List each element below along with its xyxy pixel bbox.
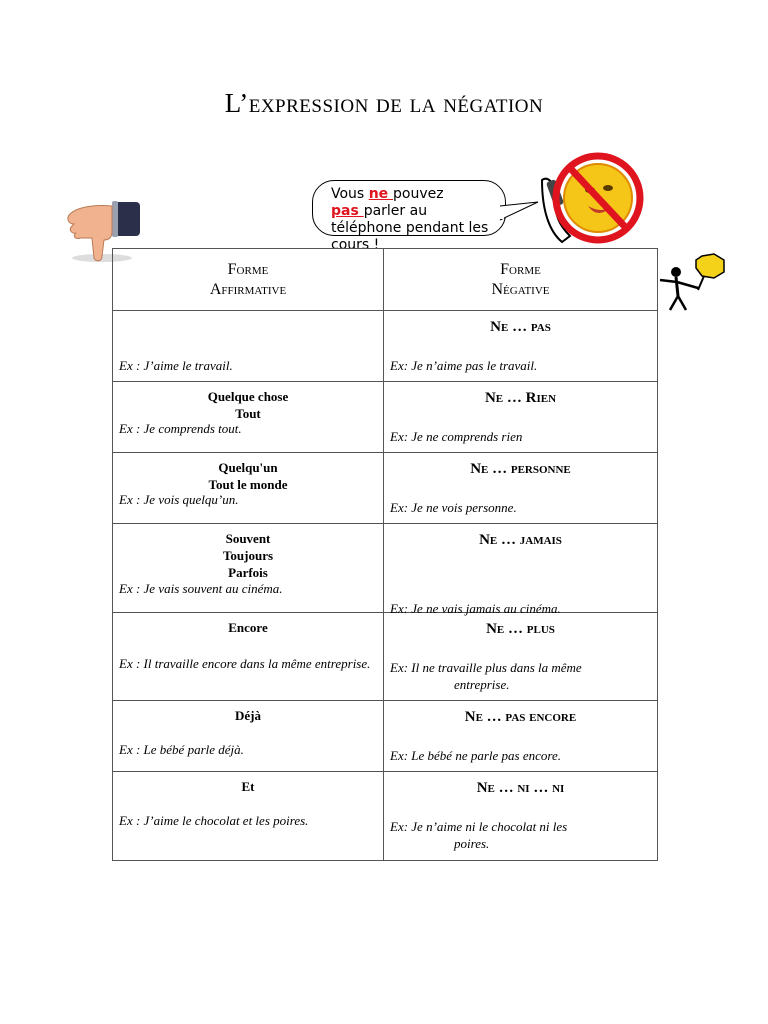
affirmative-example: Ex : J’aime le travail. — [119, 358, 233, 373]
header-aff-line1: Forme — [227, 260, 269, 278]
affirmative-cell — [113, 613, 384, 701]
negative-cell — [384, 701, 658, 772]
affirmative-words — [119, 524, 377, 581]
affirmative-cell — [113, 701, 384, 772]
negative-example-line1: Ex: Je n’aime pas le travail. — [390, 358, 538, 373]
negative-example — [390, 818, 651, 852]
no-phone-icon — [532, 150, 644, 246]
negative-example-line2: poires. — [454, 836, 490, 851]
bubble-text-3: parler au téléphone pendant les cours ! — [331, 203, 489, 253]
affirmative-cell — [113, 311, 384, 382]
negative-example — [390, 499, 651, 516]
title-rest: expression de la négation — [248, 88, 544, 118]
negative-example-line1: Ex: Je ne vois personne. — [390, 500, 517, 515]
table-row — [113, 772, 658, 861]
negative-form: Ne … plus — [486, 621, 555, 637]
affirmative-word: Et — [241, 779, 255, 794]
negative-cell — [384, 524, 658, 616]
negative-cell — [384, 772, 658, 861]
affirmative-example: Ex : Le bébé parle déjà. — [119, 742, 244, 757]
affirmative-word: Tout le monde — [208, 477, 288, 492]
negative-form: Ne … personne — [470, 461, 571, 477]
page-title — [0, 88, 768, 119]
affirmative-words — [119, 311, 377, 317]
negative-example-line1: Ex: Je ne comprends rien — [390, 429, 523, 444]
affirmative-word: Déjà — [235, 708, 261, 723]
table-row — [113, 453, 658, 524]
affirmative-cell — [113, 772, 384, 861]
bubble-text-2: pouvez — [393, 186, 444, 202]
table-row — [113, 382, 658, 453]
negative-example — [390, 747, 651, 764]
negative-cell — [384, 613, 658, 701]
table-row — [113, 613, 658, 701]
affirmative-example: Ex : Je vois quelqu’un. — [119, 492, 239, 507]
negative-form: Ne … ni … ni — [476, 780, 565, 796]
negative-form: Ne … pas encore — [464, 709, 577, 725]
title-first: L’ — [224, 88, 249, 118]
affirmative-cell — [113, 524, 384, 613]
negative-example-line2: entreprise. — [454, 677, 510, 692]
bubble-ne: ne — [368, 186, 394, 202]
affirmative-words — [119, 613, 377, 636]
affirmative-word: Parfois — [228, 565, 268, 580]
header-neg-line2: Négative — [491, 280, 550, 298]
negative-example-line1: Ex: Je n’aime ni le chocolat ni les — [390, 819, 568, 834]
negative-example-line1: Ex: Il ne travaille plus dans la même — [390, 660, 582, 675]
negative-cell — [384, 311, 658, 382]
affirmative-word: Encore — [228, 620, 268, 635]
affirmative-word: Toujours — [222, 548, 274, 563]
negative-form: Ne … jamais — [479, 532, 562, 548]
affirmative-word: Quelqu'un — [218, 460, 278, 475]
stickman-sign-icon — [656, 252, 728, 314]
header-aff-line2: Affirmative — [209, 280, 287, 298]
affirmative-word: Quelque chose — [207, 389, 289, 404]
negative-cell — [384, 382, 658, 453]
header-negative — [384, 249, 658, 311]
negative-example — [390, 357, 651, 374]
negative-example-line1: Ex: Le bébé ne parle pas encore. — [390, 748, 561, 763]
table-header-row — [113, 249, 658, 311]
speech-bubble — [312, 180, 506, 253]
negative-cell — [384, 453, 658, 524]
affirmative-cell — [113, 382, 384, 453]
table-row — [113, 524, 658, 613]
affirmative-example: Ex : Je vais souvent au cinéma. — [119, 581, 283, 596]
header-neg-line1: Forme — [500, 260, 541, 278]
affirmative-words — [119, 453, 377, 493]
affirmative-example: Ex : Il travaille encore dans la même entreprise. — [119, 656, 371, 671]
negative-form: Ne … pas — [490, 319, 551, 335]
affirmative-words — [119, 772, 377, 795]
affirmative-words — [119, 382, 377, 422]
affirmative-words — [119, 701, 377, 724]
table-row — [113, 701, 658, 772]
affirmative-cell — [113, 453, 384, 524]
bubble-pas: pas — [331, 203, 364, 219]
header-affirmative — [113, 249, 384, 311]
negation-table — [112, 248, 658, 861]
table-row — [113, 311, 658, 382]
affirmative-word: Souvent — [225, 531, 271, 546]
affirmative-word: Tout — [235, 406, 261, 421]
bubble-text-1: Vous — [331, 186, 369, 202]
affirmative-example: Ex : J’aime le chocolat et les poires. — [119, 813, 309, 828]
negative-form: Ne … Rien — [484, 390, 557, 406]
negative-example — [390, 428, 651, 445]
affirmative-example: Ex : Je comprends tout. — [119, 421, 242, 436]
negative-example-line1: Ex: Je ne vais jamais au cinéma. — [390, 601, 561, 616]
negative-example — [390, 659, 651, 693]
